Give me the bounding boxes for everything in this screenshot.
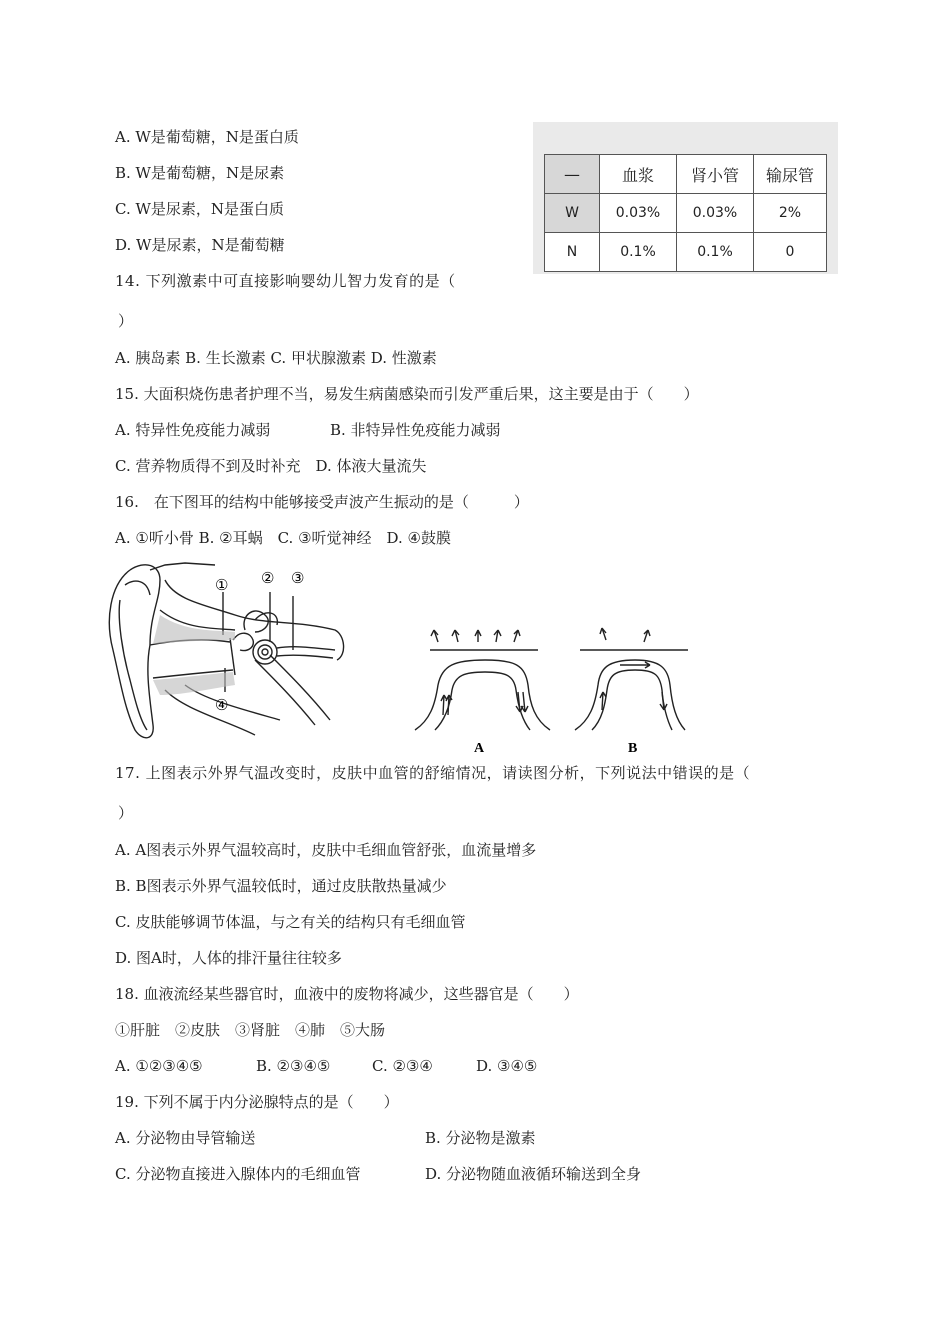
q13-option-d: D. W是尿素，N是葡萄糖 (115, 236, 285, 254)
q19-stem: 19. 下列不属于内分泌腺特点的是（ ） (115, 1093, 399, 1111)
q17-option-c: C. 皮肤能够调节体温，与之有关的结构只有毛细血管 (115, 913, 466, 931)
table-cell: 0.03% (600, 194, 677, 233)
table-cell: 2% (754, 194, 827, 233)
q18-option-a: A. ①②③④⑤ (115, 1057, 203, 1075)
vessel-label-b: B (628, 741, 638, 756)
q18-option-d: D. ③④⑤ (476, 1057, 538, 1075)
q15-option-a: A. 特异性免疫能力减弱 (115, 421, 271, 439)
q14-options: A. 胰岛素 B. 生长激素 C. 甲状腺激素 D. 性激素 (115, 349, 437, 367)
q14-stem: 14. 下列激素中可直接影响婴幼儿智力发育的是（ (115, 272, 456, 290)
q15-stem: 15. 大面积烧伤患者护理不当，易发生病菌感染而引发严重后果，这主要是由于（ ） (115, 385, 699, 403)
table-header-corner: — (545, 155, 600, 194)
q17-option-d: D. 图A时，人体的排汗量往往较多 (115, 949, 342, 967)
q18-organs: ①肝脏 ②皮肤 ③肾脏 ④肺 ⑤大肠 (115, 1021, 386, 1039)
table-row-label: N (545, 233, 600, 272)
q17-option-b: B. B图表示外界气温较低时，通过皮肤散热量减少 (115, 877, 447, 895)
table-cell: 0.1% (677, 233, 754, 272)
q13-option-a: A. W是葡萄糖，N是蛋白质 (115, 128, 299, 146)
q18-option-c: C. ②③④ (372, 1057, 433, 1075)
ear-diagram-svg (105, 560, 350, 745)
q13-option-b: B. W是葡萄糖，N是尿素 (115, 164, 285, 182)
ear-label-2: ② (261, 569, 275, 587)
ear-label-3: ③ (291, 569, 305, 587)
q18-stem: 18. 血液流经某些器官时，血液中的废物将减少，这些器官是（ ） (115, 985, 579, 1003)
vessel-diagram-svg (410, 620, 700, 760)
ear-label-1: ① (215, 576, 229, 594)
q19-option-b: B. 分泌物是激素 (425, 1129, 536, 1147)
q18-option-b: B. ②③④⑤ (256, 1057, 331, 1075)
ear-label-4: ④ (215, 696, 229, 714)
q13-table (544, 154, 827, 272)
q14-stem-end: ） (118, 312, 134, 330)
table-header-ureter: 输尿管 (754, 155, 827, 194)
table-cell: 0.1% (600, 233, 677, 272)
q19-option-a: A. 分泌物由导管输送 (115, 1129, 256, 1147)
table-header-plasma: 血浆 (600, 155, 677, 194)
q15-option-b: B. 非特异性免疫能力减弱 (330, 421, 501, 439)
q16-options: A. ①听小骨 B. ②耳蜗 C. ③听觉神经 D. ④鼓膜 (115, 529, 451, 547)
ear-diagram (105, 560, 350, 745)
table-header-tubule: 肾小管 (677, 155, 754, 194)
q17-option-a: A. A图表示外界气温较高时，皮肤中毛细血管舒张，血流量增多 (115, 841, 537, 859)
table-row-label: W (545, 194, 600, 233)
q16-stem: 16. 在下图耳的结构中能够接受声波产生振动的是（ ） (115, 493, 529, 511)
q15-option-cd: C. 营养物质得不到及时补充 D. 体液大量流失 (115, 457, 427, 475)
q17-stem: 17. 上图表示外界气温改变时，皮肤中血管的舒缩情况，请读图分析，下列说法中错误的是（ (115, 764, 751, 782)
q17-stem-end: ） (118, 804, 134, 822)
table-cell: 0 (754, 233, 827, 272)
vessel-diagram (410, 620, 700, 760)
table-cell: 0.03% (677, 194, 754, 233)
q13-table-image (533, 122, 838, 274)
q19-option-d: D. 分泌物随血液循环输送到全身 (425, 1165, 642, 1183)
q13-option-c: C. W是尿素，N是蛋白质 (115, 200, 285, 218)
vessel-label-a: A (474, 741, 485, 756)
q19-option-c: C. 分泌物直接进入腺体内的毛细血管 (115, 1165, 361, 1183)
